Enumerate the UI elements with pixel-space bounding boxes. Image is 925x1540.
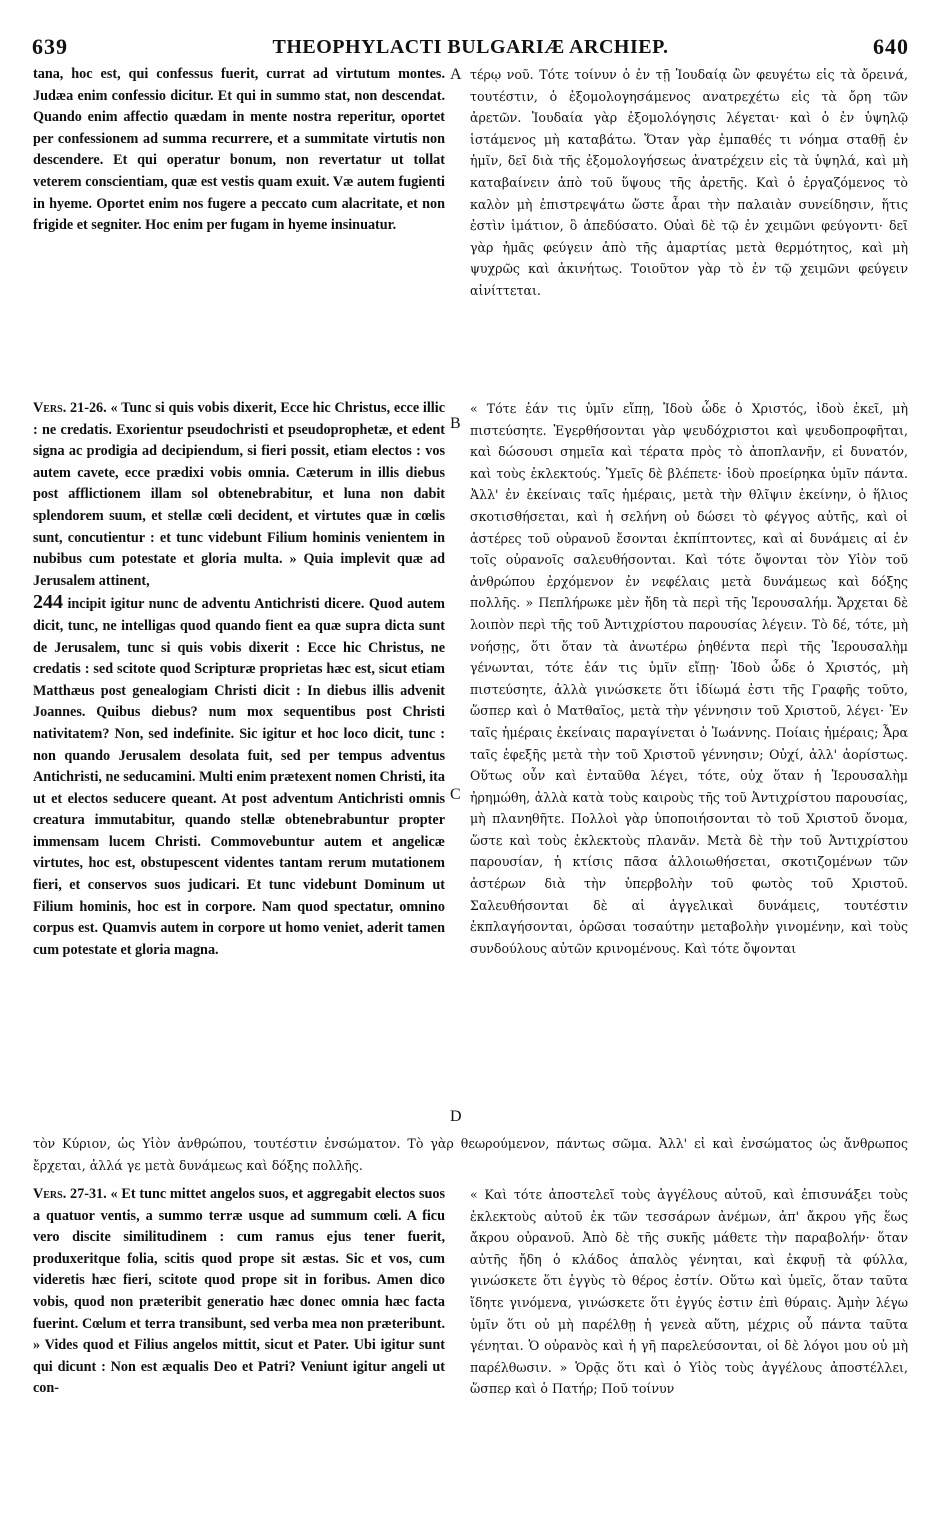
page-number-left: 639	[32, 34, 68, 59]
latin-paragraph-continued	[33, 592, 445, 961]
page-number-right: 640	[873, 34, 909, 59]
margin-marker-c: C	[450, 786, 461, 803]
margin-marker-a: A	[450, 66, 462, 83]
greek-paragraph-verses-21-26: « Τότε ἐάν τις ὑμῖν εἴπῃ, Ἰδοὺ ὧδε ὁ Χριστός, ἰδοὺ ἐκεῖ, μὴ πιστεύσητε. Ἐγερθήσονται γὰρ ψευδόχριστοι καὶ ψευδοπροφῆται, καὶ δώσουσι σημεῖα καὶ τέρατα πρὸς τὸ ἀποπλανῆν, εἰ δυνατόν, καὶ τοὺς ἐκλεκτούς. Ὑμεῖς δὲ βλέπετε· ἰδοὺ προείρηκα ὑμῖν πάντα. Ἀλλ' ἐν ἐκείναις ταῖς ἡμέραις, μετὰ τὴν θλῖψιν ἐκείνην, ὁ ἥλιος σκοτισθήσεται, καὶ ἡ σελήνη οὐ δώσει τὸ φέγγος αὐτῆς, καὶ οἱ ἀστέρες τοῦ οὐρανοῦ ἔσονται ἐκπίπτοντες, καὶ αἱ δυνάμεις αἱ ἐν τοῖς οὐρανοῖς σαλευθήσονται. Καὶ τότε ὄψονται τὸν Υἱὸν τοῦ ἀνθρώπου ἐρχόμενον ἐν νεφέλαις μετὰ δυνάμεως καὶ δόξης πολλῆς. » Πεπλήρωκε μὲν ἤδη τὰ περὶ τῆς Ἱερουσαλήμ. Ἄρχεται δὲ λοιπὸν περὶ τῆς τοῦ Ἀντιχρίστου παρουσίας λέγειν. Τὸ δέ, τότε, μὴ νοήσῃς, ὅτι ὅταν τὰ ἀνωτέρω ῥηθέντα περὶ τῆς Ἱερουσαλὴμ γένωνται, τότε ἐάν τις ὑμῖν εἴπῃ· Ἰδοὺ ὧδε ὁ Χριστός, μὴ πιστεύσητε, ἀλλὰ γινώσκετε ὅτι ἰδίωμά ἐστι τῆς Γραφῆς τοῦτο, ὥσπερ καὶ ὁ Ματθαῖος, μετὰ τὴν γέννησιν τοῦ Χριστοῦ, λέγει· Ἐν ταῖς ἡμέραις ἐκείναις παραγίνεται ὁ Ἰωάννης. Ποίαις ἡμέραις; Ἆρα ταῖς ἐφεξῆς μετὰ τὴν τοῦ Χριστοῦ γέννησιν; Οὐχί, ἀλλ' ἀορίστως. Οὕτως οὖν καὶ ἐνταῦθα λέγει, τότε, οὐχ ὅταν ἡ Ἱερουσαλὴμ ἠρημώθη, ἀλλὰ κατὰ τοὺς καιροὺς τῆς τοῦ Ἀντιχρίστου παρουσίας, μὴ πλανηθῆτε. Πολλοὶ γὰρ ὑποποιήσονται τὸ τοῦ Χριστοῦ ὄνομα, ὥστε καὶ τοὺς ἐκλεκτοὺς πλανᾶν. Μετὰ δὲ τὴν τοῦ Ἀντιχρίστου παρουσίαν, ἡ κτίσις πᾶσα ἀλλοιωθήσεται, σκοτιζομένων τῶν ἀστέρων διὰ τὴν ὑπερβολὴν τοῦ φωτὸς τοῦ Χριστοῦ. Σαλευθήσονται δὲ αἱ ἀγγελικαὶ δυνάμεις, τουτέστιν ἐκπλαγήσονται, ὁρῶσαι τοσαύτην μεταβολὴν γινομένην, καὶ τοὺς συνδούλους αὐτῶν κρινομένους. Καὶ τότε ὄψονται	[470, 401, 908, 956]
latin-paragraph-verses-27-31	[33, 1184, 445, 1400]
latin-paragraph-verses-21-26	[33, 398, 445, 592]
running-title: THEOPHYLACTI BULGARIÆ ARCHIEP.	[272, 36, 669, 58]
greek-column-top	[470, 64, 908, 394]
verse-heading: Vers. 27-31.	[33, 1186, 107, 1202]
verse-heading: Vers. 21-26.	[33, 400, 107, 416]
greek-column-middle	[470, 398, 908, 1130]
greek-paragraph: τέρῳ νοῦ. Τότε τοίνυν ὁ ἐν τῇ Ἰουδαίᾳ ὢν φευγέτω εἰς τὰ ὄρεινά, τουτέστιν, ὁ ἐξομολογησάμενος ανατρεχέτω εἰς τὰ ὄρη τῶν ἀρετῶν. Ἰουδαία γὰρ ἐξομολόγησις λέγεται· καὶ ὁ ἐν ὑψηλῷ ἱστάμενος μὴ καταβάτω. Ὅταν γὰρ ἐμπαθές τι νόημα σταθῇ ἐν ἡμῖν, δεῖ διὰ τῆς ἐξομολογήσεως ἀνατρέχειν εἰς τὰ ὑψηλά, καὶ μὴ καταβαίνειν ἀπὸ τοῦ ὕψους τῆς ἀρετῆς. Καὶ ὁ ἐργαζόμενος τὸ καλὸν μὴ ἐπιστρεψάτω ὥστε ἆραι τὴν παλαιὰν συνείδησιν, ἥτις ἐστὶν ἱμάτιον, ὃ ἀπεδύσατο. Οὐαὶ δὲ τῷ ἐν χειμῶνι φεύγοντι· δεῖ γὰρ ἡμᾶς φεύγειν ἀπὸ τῆς ἁμαρτίας μετὰ θερμότητος, καὶ μὴ ψυχρῶς καὶ ἀκινήτως. Τοιοῦτον γὰρ τὸ ἐν τῷ χειμῶνι φεύγειν αἰνίττεται.	[470, 67, 908, 298]
latin-column-top	[33, 64, 445, 324]
margin-number: 244	[33, 591, 63, 614]
latin-paragraph: tana, hoc est, qui confessus fuerit, currat ad virtutum montes. Judæa enim confessio dicitur. Et qui in summo stat, non descendat. Quando enim affectio quædam in mente nostra reperitur, oportet per confessionem ad summa recurrere, et a summitate virtutis non descendere. Et qui operatur bonum, non revertatur ut tollat veterem conscientiam, quæ est vestis quam exuit. Væ autem fugienti in hyeme. Oportet enim nos fugere a peccato cum alacritate, et non frigide et segniter. Hoc enim per fugam in hyeme insinuatur.	[33, 66, 445, 234]
margin-marker-b: B	[450, 415, 461, 432]
latin-column-bottom	[33, 1184, 445, 1534]
greek-full-width-text: τὸν Κύριον, ὡς Υἱὸν ἀνθρώπου, τουτέστιν ἐνσώματον. Τὸ γὰρ θεωρούμενον, πάντως σῶμα. Ἀλλ' εἰ καὶ ἐνσώματος ὡς ἄνθρωπος ἔρχεται, ἀλλά γε μετὰ δυνάμεως καὶ δόξης πολλῆς.	[33, 1136, 908, 1173]
latin-text: « Tunc si quis vobis dixerit, Ecce hic Christus, ecce illic : ne credatis. Exorientur pseudochristi et pseudoprophetæ, et edent signa ac prodigia ad decipiendum, si fieri possit, etiam electos : vos autem cavete, ecce prædixi vobis omnia. Cæterum in illis diebus post afflictionem illam sol obtenebrabitur, et luna non dabit splendorem suum, et stellæ cœli decident, et virtutes quæ in cœlis sunt, concutientur : et tunc videbunt Filium hominis venientem in nubibus cum potestate et gloria multa. » Quia implevit quæ ad Jerusalem attinent,	[33, 400, 445, 589]
latin-text: « Et tunc mittet angelos suos, et aggregabit electos suos a quatuor ventis, a summo terræ usque ad summum cœli. A ficu vero discite similitudinem : cum ramus ejus tener fuerit, produxeritque folia, scitis quod prope sit æstas. Sic et vos, cum videretis hæc fieri, scitote quod prope sit in foribus. Amen dico vobis, quod non præteribit generatio hæc donec omnia hæc facta fuerint. Cœlum et terra transibunt, sed verba mea non præteribunt. » Vides quod et Filius angelos mittit, sicut et Pater. Ubi igitur sunt qui dicunt : Non est æqualis Deo et Patri? Veniunt igitur angeli ut con-	[33, 1186, 445, 1397]
full-width-line	[33, 1133, 908, 1176]
latin-text: incipit igitur nunc de adventu Antichristi dicere. Quod autem dicit, tunc, ne intelligas quod quando fient ea quæ supra dicta sunt de Jerusalem, tunc si quis vobis dixerit : Ecce hic Christus, ne credatis : sed scitote quod Scripturæ proprietas hæc est, sicut etiam Matthæus post genealogiam Christi dicit : In diebus illis advenit Joannes. Quibus diebus? num mox sequentibus post Christi nativitatem? Non, sed indefinite. Sic igitur et hoc loco dicit, tunc : non quando Jerusalem desolata fuit, sed per tempus adventus Antichristi, ne seducamini. Multi enim prætexent nomen Christi, ita ut et electos seducere queant. At post adventum Antichristi omnis creatura immutabitur, quando stellæ obtenebrabuntur propter immensam lucem Christi. Commovebuntur autem et angelicæ virtutes, hoc est, obstupescent videntes tantam rerum mutationem fieri, et conservos suos judicari. Et tunc videbunt Dominum ut Filium hominis, hoc est in corpore. Nam quod spectatur, omnino corpus est. Quamvis autem in corpore ut homo veniet, aderit tamen cum potestate et gloria magna.	[33, 596, 445, 958]
latin-column-middle	[33, 398, 445, 1130]
greek-column-bottom	[470, 1184, 908, 1534]
greek-paragraph-verses-27-31: « Καὶ τότε ἀποστελεῖ τοὺς ἀγγέλους αὐτοῦ, καὶ ἐπισυνάξει τοὺς ἐκλεκτοὺς αὐτοῦ ἐκ τῶν τεσσάρων ἀνέμων, ἀπ' ἄκρου γῆς ἕως ἄκρου οὐρανοῦ. Ἀπὸ δὲ τῆς συκῆς μάθετε τὴν παραβολήν· ὅταν αὐτῆς ἤδη ὁ κλάδος ἁπαλὸς γένηται, καὶ ἐκφυῇ τὰ φύλλα, γινώσκετε ὅτι ἐγγὺς τὸ θέρος ἐστίν. Οὕτω καὶ ὑμεῖς, ὅταν ταῦτα ἴδητε γινόμενα, γινώσκετε ὅτι ἐγγύς ἐστιν ἐπὶ θύραις. Ἀμὴν λέγω ὑμῖν ὅτι οὐ μὴ παρέλθῃ ἡ γενεὰ αὕτη, μέχρις οὗ πάντα ταῦτα γένηται. Ὁ οὐρανὸς καὶ ἡ γῆ παρελεύσονται, οἱ δὲ λόγοι μου οὐ μὴ παρέλθωσιν. » Ὁρᾷς ὅτι καὶ ὁ Υἱὸς τοὺς ἀγγέλους ἀποστέλλει, ὥσπερ καὶ ὁ Πατήρ; Ποῦ τοίνυν	[470, 1187, 908, 1397]
margin-marker-d: D	[450, 1108, 462, 1125]
page-header	[32, 34, 909, 62]
